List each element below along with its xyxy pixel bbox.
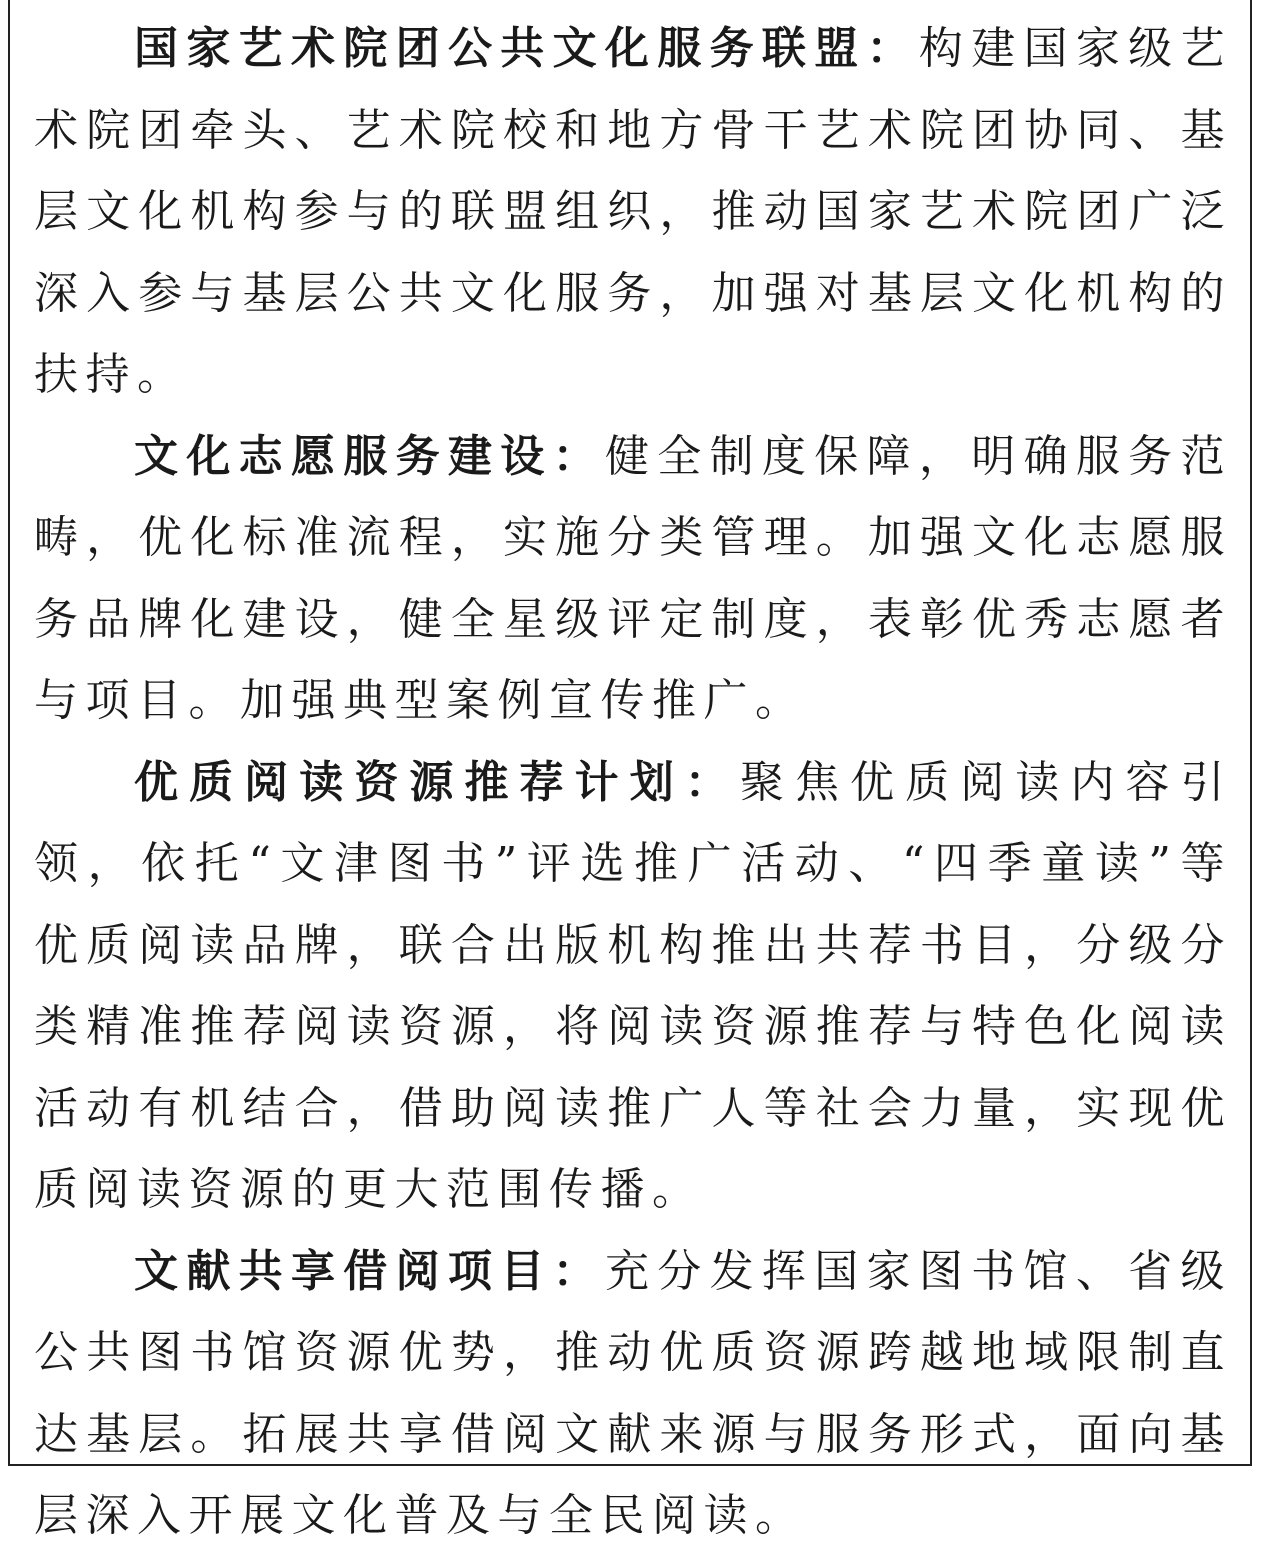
paragraph-volunteer-service [34, 416, 1232, 742]
paragraph-term: 优质阅读资源推荐计划： [134, 756, 740, 808]
document-body [34, 8, 1232, 1557]
paragraph-reading-recommendation [34, 742, 1232, 1231]
paragraph-term: 文献共享借阅项目： [134, 1245, 605, 1297]
paragraph-body: 充分发挥国家图书馆、省级公共图书馆资源优势，推动优质资源跨越地域限制直达基层。拓展共享借阅文献来源与服务形式，面向基层深入开展文化普及与全民阅读。 [34, 1245, 1233, 1541]
paragraph-term: 文化志愿服务建设： [134, 430, 605, 482]
paragraph-term: 国家艺术院团公共文化服务联盟： [134, 23, 919, 74]
paragraph-art-troupe-alliance [34, 8, 1232, 416]
document-frame [8, 0, 1252, 1541]
paragraph-body: 聚焦优质阅读内容引领，依托“文津图书”评选推广活动、“四季童读”等优质阅读品牌，联合出版机构推出共荐书目，分级分类精准推荐阅读资源，将阅读资源推荐与特色化阅读活动有机结合，借助阅读推广人等社会力量，实现优质阅读资源的更大范围传播。 [34, 756, 1233, 1215]
paragraph-body: 构建国家级艺术院团牵头、艺术院校和地方骨干艺术院团协同、基层文化机构参与的联盟组织，推动国家艺术院团广泛深入参与基层公共文化服务，加强对基层文化机构的扶持。 [34, 23, 1232, 400]
paragraph-document-sharing [34, 1231, 1232, 1557]
paragraph-body: 健全制度保障，明确服务范畴，优化标准流程，实施分类管理。加强文化志愿服务品牌化建设，健全星级评定制度，表彰优秀志愿者与项目。加强典型案例宣传推广。 [34, 430, 1233, 726]
